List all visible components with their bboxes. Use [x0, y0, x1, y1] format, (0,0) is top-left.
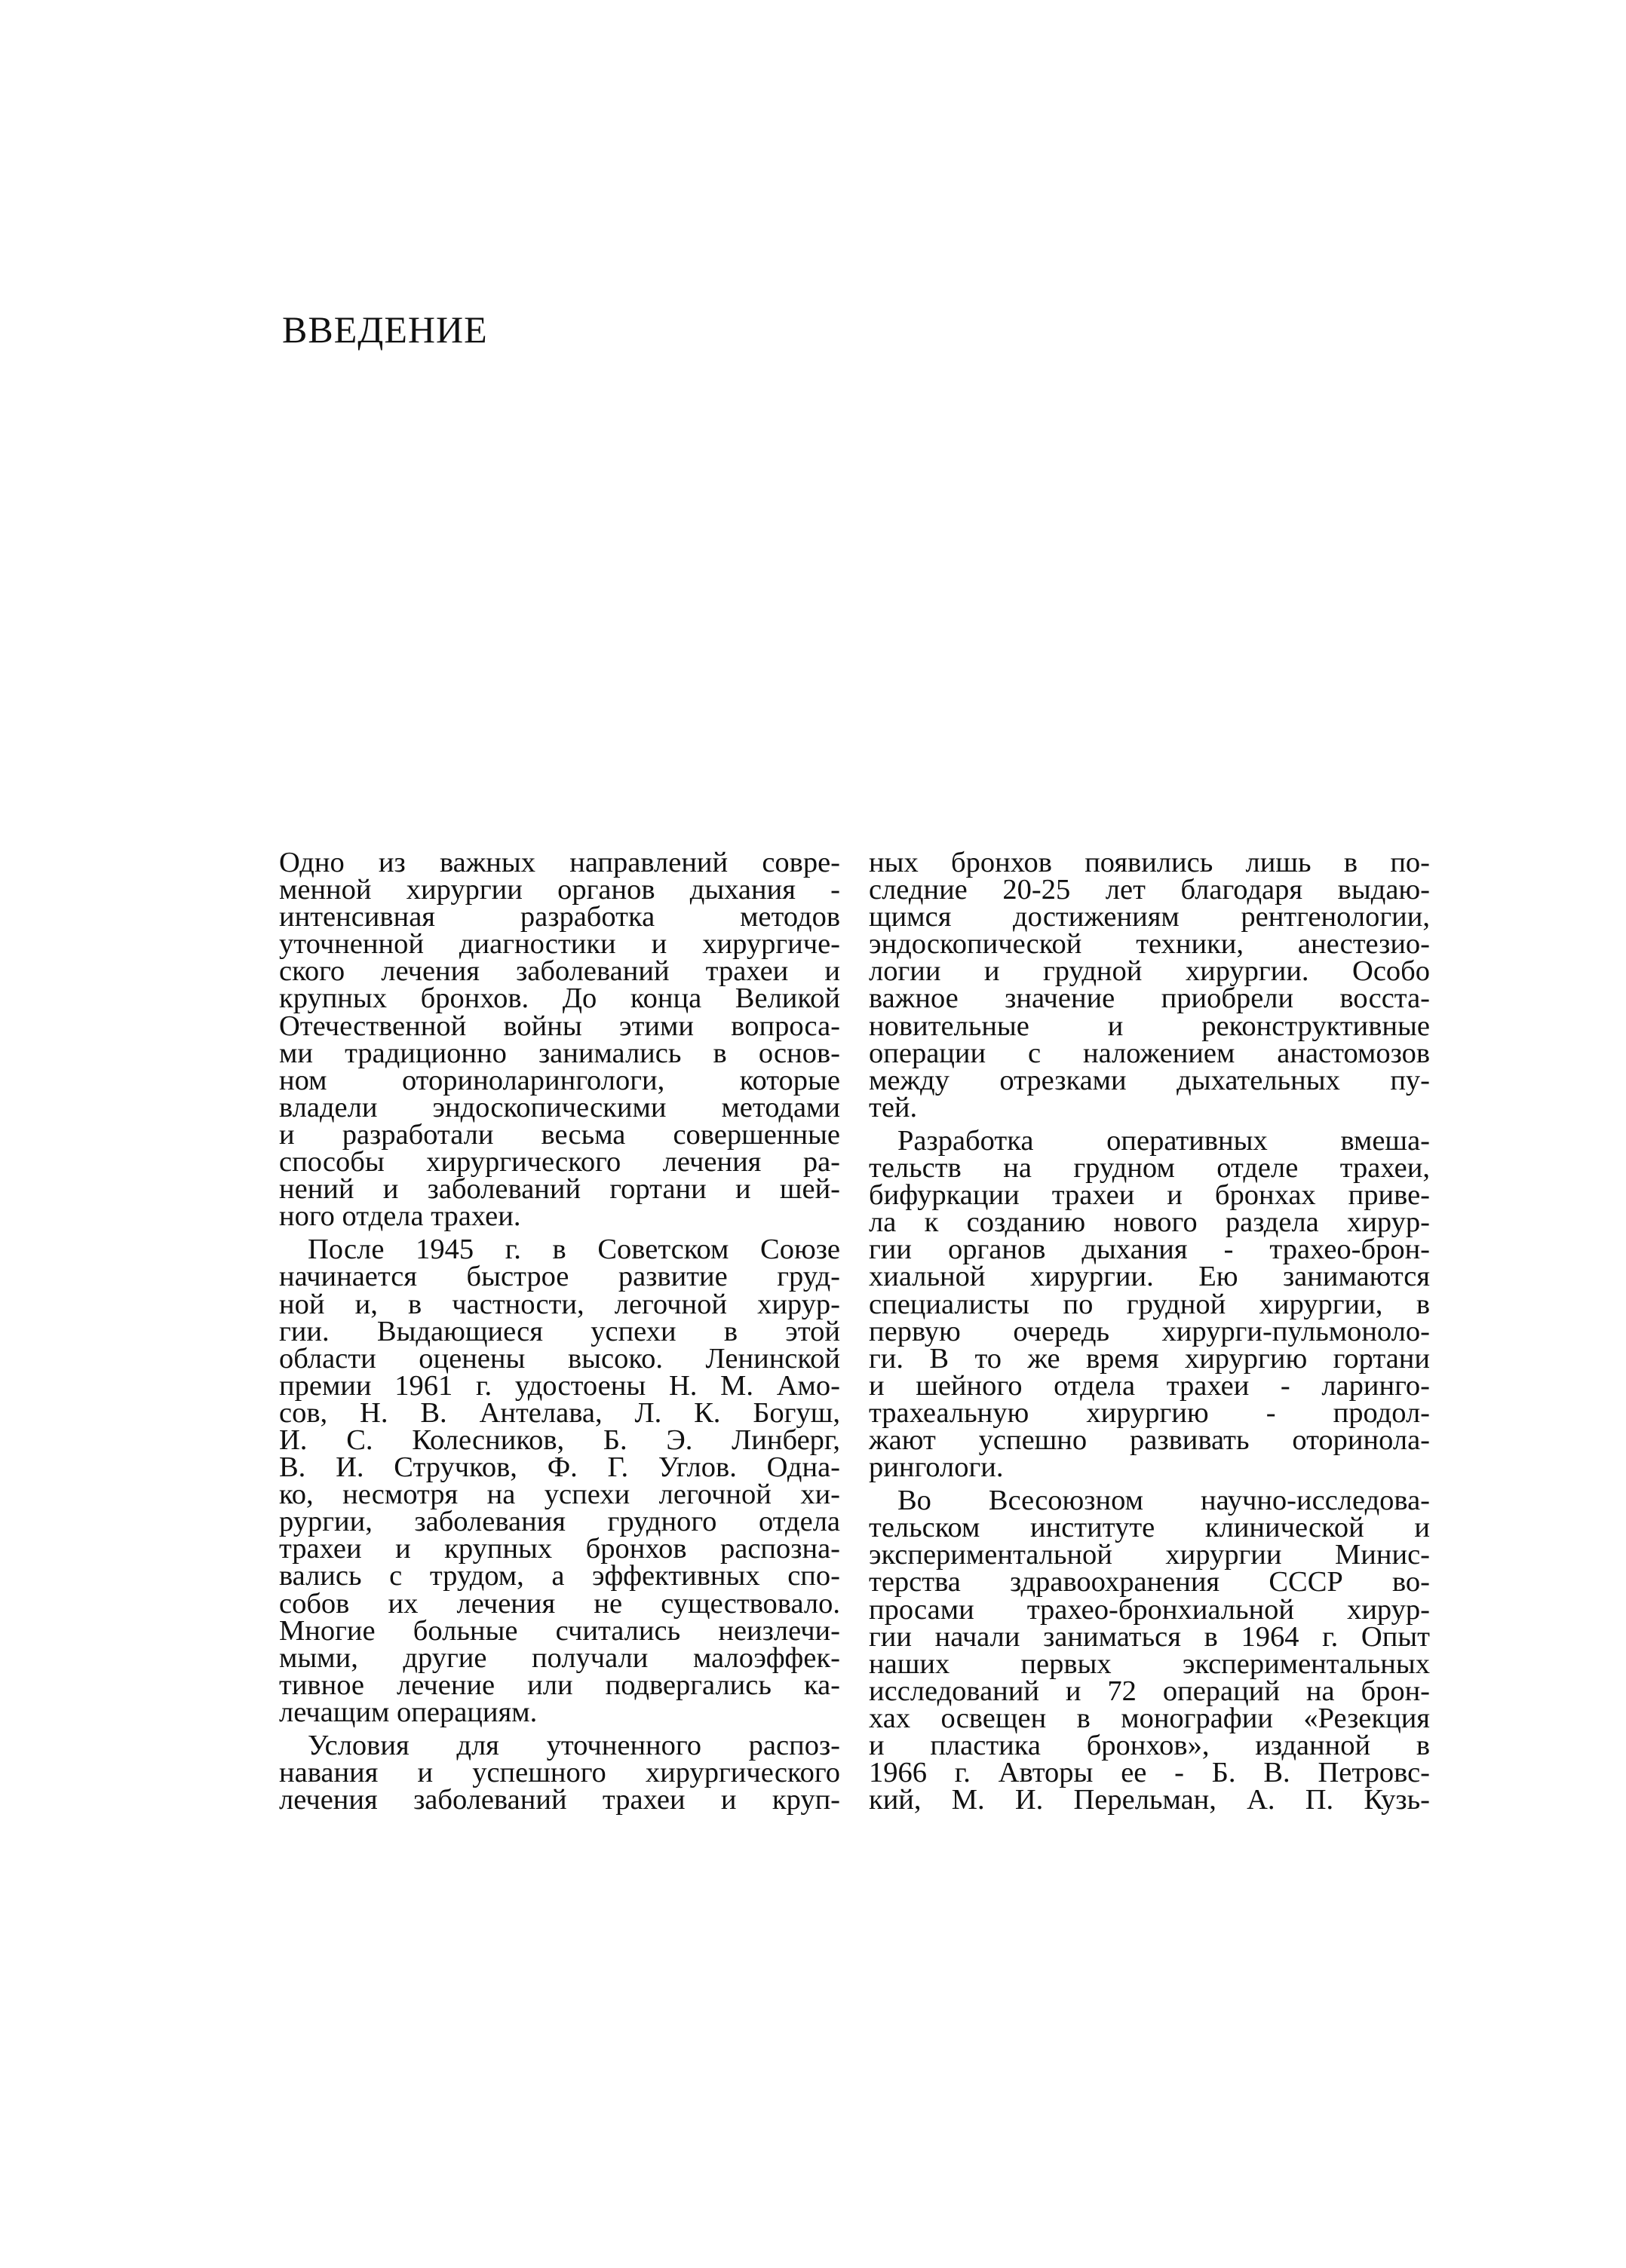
text-line: гии. Выдающиеся успехи в этой	[279, 1315, 840, 1347]
text-line: ского лечения заболеваний трахеи и	[279, 955, 840, 988]
text-line: интенсивная разработка методов	[279, 901, 840, 933]
text-line: бифуркации трахеи и бронхах приве-	[869, 1179, 1430, 1212]
text-line: экспериментальной хирургии Минис-	[869, 1539, 1430, 1571]
text-line: терства здравоохранения СССР во-	[869, 1566, 1430, 1598]
text-line: и пластика бронхов», изданной в	[869, 1730, 1430, 1761]
text-line: сов, Н. В. Антелава, Л. К. Богуш,	[279, 1396, 840, 1429]
text-line: трахеи и крупных бронхов распозна-	[279, 1533, 840, 1565]
text-line: гии начали заниматься в 1964 г. Опыт	[869, 1620, 1430, 1653]
text-line: Во Всесоюзном научно-исследова-	[897, 1485, 1430, 1517]
text-line: операции с наложением анастомозов	[869, 1037, 1430, 1069]
text-line: ла к созданию нового раздела хирур-	[869, 1206, 1430, 1239]
text-line: тей.	[869, 1091, 918, 1123]
text-line: гии органов дыхания - трахео-брон-	[869, 1234, 1430, 1266]
text-line: ных бронхов появились лишь в по-	[869, 847, 1430, 878]
text-line: новительные и реконструктивные	[869, 1010, 1430, 1042]
text-line: нений и заболеваний гортани и шей-	[279, 1173, 840, 1206]
text-line: щимся достижениям рентгенологии,	[869, 901, 1430, 933]
text-line: хах освещен в монографии «Резекция	[869, 1702, 1430, 1734]
text-line: просами трахео-бронхиальной хирур-	[869, 1593, 1430, 1626]
left-text-column	[279, 847, 840, 1816]
text-line: рургии, заболевания грудного отдела	[279, 1506, 840, 1538]
text-line: владели эндоскопическими методами	[279, 1091, 840, 1123]
text-line: После 1945 г. в Советском Союзе	[308, 1234, 840, 1266]
text-line: тельском институте клинической и	[869, 1512, 1430, 1544]
text-line: крупных бронхов. До конца Великой	[279, 982, 840, 1015]
text-line: уточненной диагностики и хирургиче-	[279, 928, 840, 961]
text-line: жают успешно развивать оторинола-	[869, 1424, 1430, 1456]
text-line: трахеальную хирургию - продол-	[869, 1396, 1430, 1429]
text-line: исследований и 72 операций на брон-	[869, 1675, 1430, 1707]
text-line: кий, М. И. Перельман, А. П. Кузь-	[869, 1784, 1430, 1816]
text-line: способы хирургического лечения ра-	[279, 1146, 840, 1178]
text-line: 1966 г. Авторы ее - Б. В. Петровс-	[869, 1757, 1430, 1789]
text-line: премии 1961 г. удостоены Н. М. Амо-	[279, 1369, 840, 1402]
text-line: В. И. Стручков, Ф. Г. Углов. Одна-	[279, 1451, 840, 1484]
text-line: хиальной хирургии. Ею занимаются	[869, 1261, 1430, 1293]
text-line: лечения заболеваний трахеи и круп-	[279, 1784, 840, 1816]
text-line: собов их лечения не существовало.	[279, 1587, 840, 1620]
text-line: между отрезками дыхательных пу-	[869, 1064, 1430, 1096]
text-line: тельств на грудном отделе трахеи,	[869, 1152, 1430, 1185]
text-line: навания и успешного хирургического	[279, 1757, 840, 1789]
text-line: ном оториноларингологи, которые	[279, 1064, 840, 1096]
text-line: первую очередь хирурги-пульмоноло-	[869, 1315, 1430, 1347]
text-line: и разработали весьма совершенные	[279, 1118, 840, 1151]
text-line: специалисты по грудной хирургии, в	[869, 1288, 1430, 1320]
text-line: эндоскопической техники, анестезио-	[869, 928, 1430, 961]
text-line: тивное лечение или подвергались ка-	[279, 1669, 840, 1701]
text-line: рингологи.	[869, 1451, 1004, 1484]
text-line: И. С. Колесников, Б. Э. Линберг,	[279, 1424, 840, 1456]
text-line: и шейного отдела трахеи - ларинго-	[869, 1369, 1430, 1402]
text-line: Одно из важных направлений совре-	[279, 847, 840, 878]
page-title: ВВЕДЕНИЕ	[282, 308, 488, 351]
text-line: Многие больные считались неизлечи-	[279, 1614, 840, 1647]
text-line: ной и, в частности, легочной хирур-	[279, 1288, 840, 1320]
text-line: области оценены высоко. Ленинской	[279, 1342, 840, 1375]
text-line: ко, несмотря на успехи легочной хи-	[279, 1479, 840, 1511]
text-line: ми традиционно занимались в основ-	[279, 1037, 840, 1069]
text-line: важное значение приобрели восста-	[869, 982, 1430, 1015]
text-line: ги. В то же время хирургию гортани	[869, 1342, 1430, 1375]
text-line: менной хирургии органов дыхания -	[279, 874, 840, 906]
text-line: Отечественной войны этими вопроса-	[279, 1010, 840, 1042]
text-line: вались с трудом, а эффективных спо-	[279, 1560, 840, 1592]
text-line: мыми, другие получали малоэффек-	[279, 1641, 840, 1674]
text-line: Разработка оперативных вмеша-	[897, 1124, 1430, 1157]
text-line: Условия для уточненного распоз-	[308, 1730, 840, 1761]
right-text-column	[869, 847, 1430, 1816]
text-line: наших первых экспериментальных	[869, 1647, 1430, 1680]
text-line: ного отдела трахеи.	[279, 1200, 521, 1233]
text-line: следние 20-25 лет благодаря выдаю-	[869, 874, 1430, 906]
text-line: логии и грудной хирургии. Особо	[869, 955, 1430, 988]
text-line: начинается быстрое развитие груд-	[279, 1261, 840, 1293]
text-line: лечащим операциям.	[279, 1696, 538, 1728]
